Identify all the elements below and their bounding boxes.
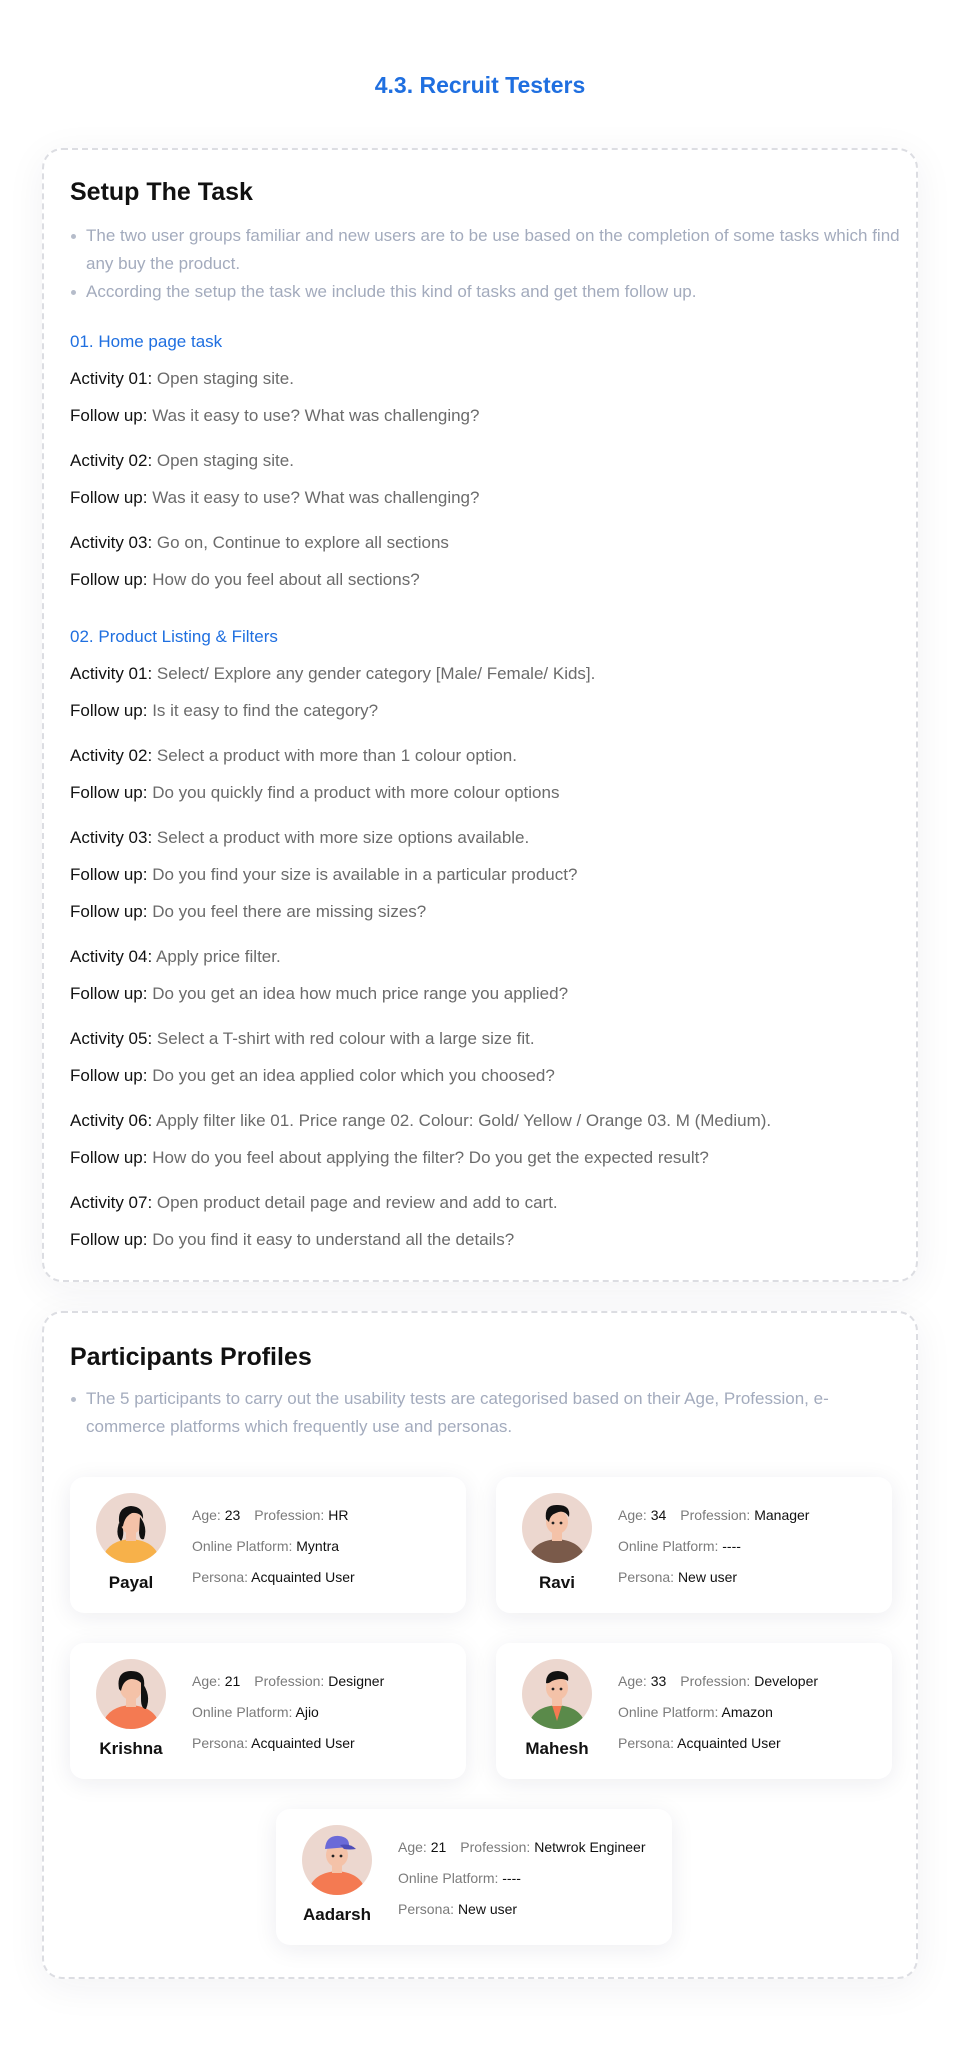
row-text: How do you feel about all sections? [147, 570, 420, 589]
row-label: Activity 07: [70, 1193, 153, 1212]
followup-row [70, 984, 900, 1004]
row-text: Open staging site. [152, 451, 294, 470]
platform-label: Online Platform: [618, 1704, 719, 1720]
row-label: Activity 04: [70, 947, 153, 966]
persona-value: New user [677, 1569, 738, 1585]
followup-row [70, 1230, 900, 1250]
row-label: Activity 01: [70, 664, 153, 683]
row-text: Was it easy to use? What was challenging? [147, 406, 480, 425]
row-label: Follow up: [70, 488, 148, 507]
activity-row [70, 828, 900, 848]
profession-label: Profession: [254, 1507, 325, 1523]
activity-row [70, 533, 900, 553]
activity-row [70, 1193, 900, 1213]
setup-task-card [42, 148, 918, 1282]
participant-name: Aadarsh [302, 1905, 372, 1924]
row-text: Open product detail page and review and add to cart. [152, 1193, 558, 1212]
participant-card-payal [70, 1477, 466, 1613]
age-label: Age: [192, 1507, 221, 1523]
row-text: Open staging site. [152, 369, 294, 388]
row-label: Follow up: [70, 1066, 148, 1085]
participants-card [42, 1311, 918, 1979]
platform-value: Amazon [721, 1704, 773, 1720]
age-profession-line [398, 1839, 646, 1855]
participant-card-krishna [70, 1643, 466, 1779]
section-heading-listing: 02. Product Listing & Filters [70, 627, 278, 646]
participant-card-aadarsh [276, 1809, 672, 1945]
persona-value: Acquainted User [251, 1735, 355, 1751]
row-label: Activity 06: [70, 1111, 153, 1130]
setup-title: Setup The Task [70, 178, 253, 206]
row-label: Follow up: [70, 865, 148, 884]
participants-bullet: The 5 participants to carry out the usability tests are categorised based on their Age, Profession, e-commerce platforms which frequently use and personas. [70, 1385, 900, 1441]
followup-row [70, 1148, 900, 1168]
row-text: Is it easy to find the category? [147, 701, 379, 720]
row-label: Activity 02: [70, 746, 153, 765]
setup-bullets [70, 222, 900, 306]
platform-label: Online Platform: [398, 1870, 499, 1886]
profession-label: Profession: [254, 1673, 325, 1689]
age-label: Age: [618, 1673, 647, 1689]
row-text: Go on, Continue to explore all sections [152, 533, 449, 552]
persona-label: Persona: [618, 1569, 675, 1585]
row-text: Was it easy to use? What was challenging? [147, 488, 480, 507]
followup-row [70, 406, 900, 426]
participant-card-ravi [496, 1477, 892, 1613]
profession-label: Profession: [680, 1673, 751, 1689]
profession-value: Developer [754, 1673, 819, 1689]
age-label: Age: [618, 1507, 647, 1523]
platform-line [398, 1870, 521, 1886]
age-value: 23 [224, 1507, 241, 1523]
platform-label: Online Platform: [618, 1538, 719, 1554]
row-text: Apply filter like 01. Price range 02. Colour: Gold/ Yellow / Orange 03. M (Medium). [152, 1111, 772, 1130]
persona-label: Persona: [192, 1569, 249, 1585]
platform-line [192, 1704, 319, 1720]
followup-row [70, 783, 900, 803]
row-text: Do you feel there are missing sizes? [147, 902, 427, 921]
participant-name: Krishna [99, 1739, 163, 1758]
row-label: Activity 02: [70, 451, 153, 470]
profession-label: Profession: [460, 1839, 531, 1855]
followup-row [70, 570, 900, 590]
platform-line [192, 1538, 339, 1554]
row-label: Follow up: [70, 701, 148, 720]
female-avatar-yellow-icon [96, 1493, 166, 1563]
platform-line [618, 1704, 773, 1720]
participant-name: Ravi [539, 1573, 575, 1592]
platform-value: Myntra [296, 1538, 340, 1554]
profession-value: Netwrok Engineer [534, 1839, 646, 1855]
female-avatar-orange-icon [96, 1659, 166, 1729]
male-avatar-brown-icon [522, 1493, 592, 1563]
platform-label: Online Platform: [192, 1538, 293, 1554]
setup-bullet: The two user groups familiar and new users are to be use based on the completion of some tasks which find any buy the product. [70, 222, 900, 278]
persona-line [398, 1901, 517, 1917]
followup-row [70, 488, 900, 508]
row-label: Follow up: [70, 406, 148, 425]
persona-label: Persona: [192, 1735, 249, 1751]
row-label: Follow up: [70, 1148, 148, 1167]
row-text: Do you get an idea applied color which you choosed? [147, 1066, 555, 1085]
row-text: Do you get an idea how much price range you applied? [147, 984, 569, 1003]
persona-line [192, 1569, 355, 1585]
persona-line [192, 1735, 355, 1751]
profession-value: Designer [328, 1673, 385, 1689]
row-text: Select a product with more size options available. [152, 828, 530, 847]
row-label: Activity 03: [70, 828, 153, 847]
row-label: Activity 03: [70, 533, 153, 552]
participants-bullets [70, 1385, 900, 1441]
participant-name: Mahesh [525, 1739, 589, 1758]
activity-row [70, 369, 900, 389]
activity-row [70, 451, 900, 471]
age-profession-line [618, 1507, 809, 1523]
activity-row [70, 664, 900, 684]
male-avatar-green-icon [522, 1659, 592, 1729]
persona-line [618, 1735, 781, 1751]
persona-line [618, 1569, 737, 1585]
row-label: Follow up: [70, 984, 148, 1003]
participant-name: Payal [108, 1573, 154, 1592]
profession-value: Manager [754, 1507, 810, 1523]
male-avatar-cap-icon [302, 1825, 372, 1895]
row-label: Follow up: [70, 570, 148, 589]
age-value: 21 [430, 1839, 447, 1855]
activity-row [70, 746, 900, 766]
age-profession-line [618, 1673, 818, 1689]
followup-row [70, 1066, 900, 1086]
row-text: Do you quickly find a product with more colour options [147, 783, 560, 802]
age-value: 33 [650, 1673, 667, 1689]
age-profession-line [192, 1673, 384, 1689]
platform-value: ---- [722, 1538, 741, 1554]
age-value: 34 [650, 1507, 667, 1523]
age-profession-line [192, 1507, 348, 1523]
profession-label: Profession: [680, 1507, 751, 1523]
followup-row [70, 701, 900, 721]
row-text: Do you find it easy to understand all the details? [147, 1230, 515, 1249]
participant-card-mahesh [496, 1643, 892, 1779]
row-text: Select/ Explore any gender category [Male/ Female/ Kids]. [152, 664, 596, 683]
row-label: Follow up: [70, 783, 148, 802]
platform-label: Online Platform: [192, 1704, 293, 1720]
persona-value: New user [457, 1901, 518, 1917]
followup-row [70, 865, 900, 885]
platform-line [618, 1538, 741, 1554]
participants-title: Participants Profiles [70, 1343, 312, 1371]
platform-value: ---- [502, 1870, 521, 1886]
activity-row [70, 1029, 900, 1049]
persona-label: Persona: [398, 1901, 455, 1917]
row-text: Select a T-shirt with red colour with a large size fit. [152, 1029, 535, 1048]
row-text: Apply price filter. [152, 947, 281, 966]
row-label: Follow up: [70, 902, 148, 921]
followup-row [70, 902, 900, 922]
persona-value: Acquainted User [251, 1569, 355, 1585]
age-label: Age: [398, 1839, 427, 1855]
persona-label: Persona: [618, 1735, 675, 1751]
profession-value: HR [328, 1507, 349, 1523]
row-label: Follow up: [70, 1230, 148, 1249]
activity-row [70, 1111, 900, 1131]
activity-row [70, 947, 900, 967]
row-text: Do you find your size is available in a particular product? [147, 865, 578, 884]
persona-value: Acquainted User [677, 1735, 781, 1751]
page-title: 4.3. Recruit Testers [374, 72, 586, 98]
age-value: 21 [224, 1673, 241, 1689]
row-label: Activity 01: [70, 369, 153, 388]
row-label: Activity 05: [70, 1029, 153, 1048]
section-heading-home: 01. Home page task [70, 332, 223, 351]
platform-value: Ajio [295, 1704, 319, 1720]
row-text: Select a product with more than 1 colour option. [152, 746, 517, 765]
setup-bullet: According the setup the task we include this kind of tasks and get them follow up. [70, 278, 900, 306]
row-text: How do you feel about applying the filter? Do you get the expected result? [147, 1148, 709, 1167]
age-label: Age: [192, 1673, 221, 1689]
